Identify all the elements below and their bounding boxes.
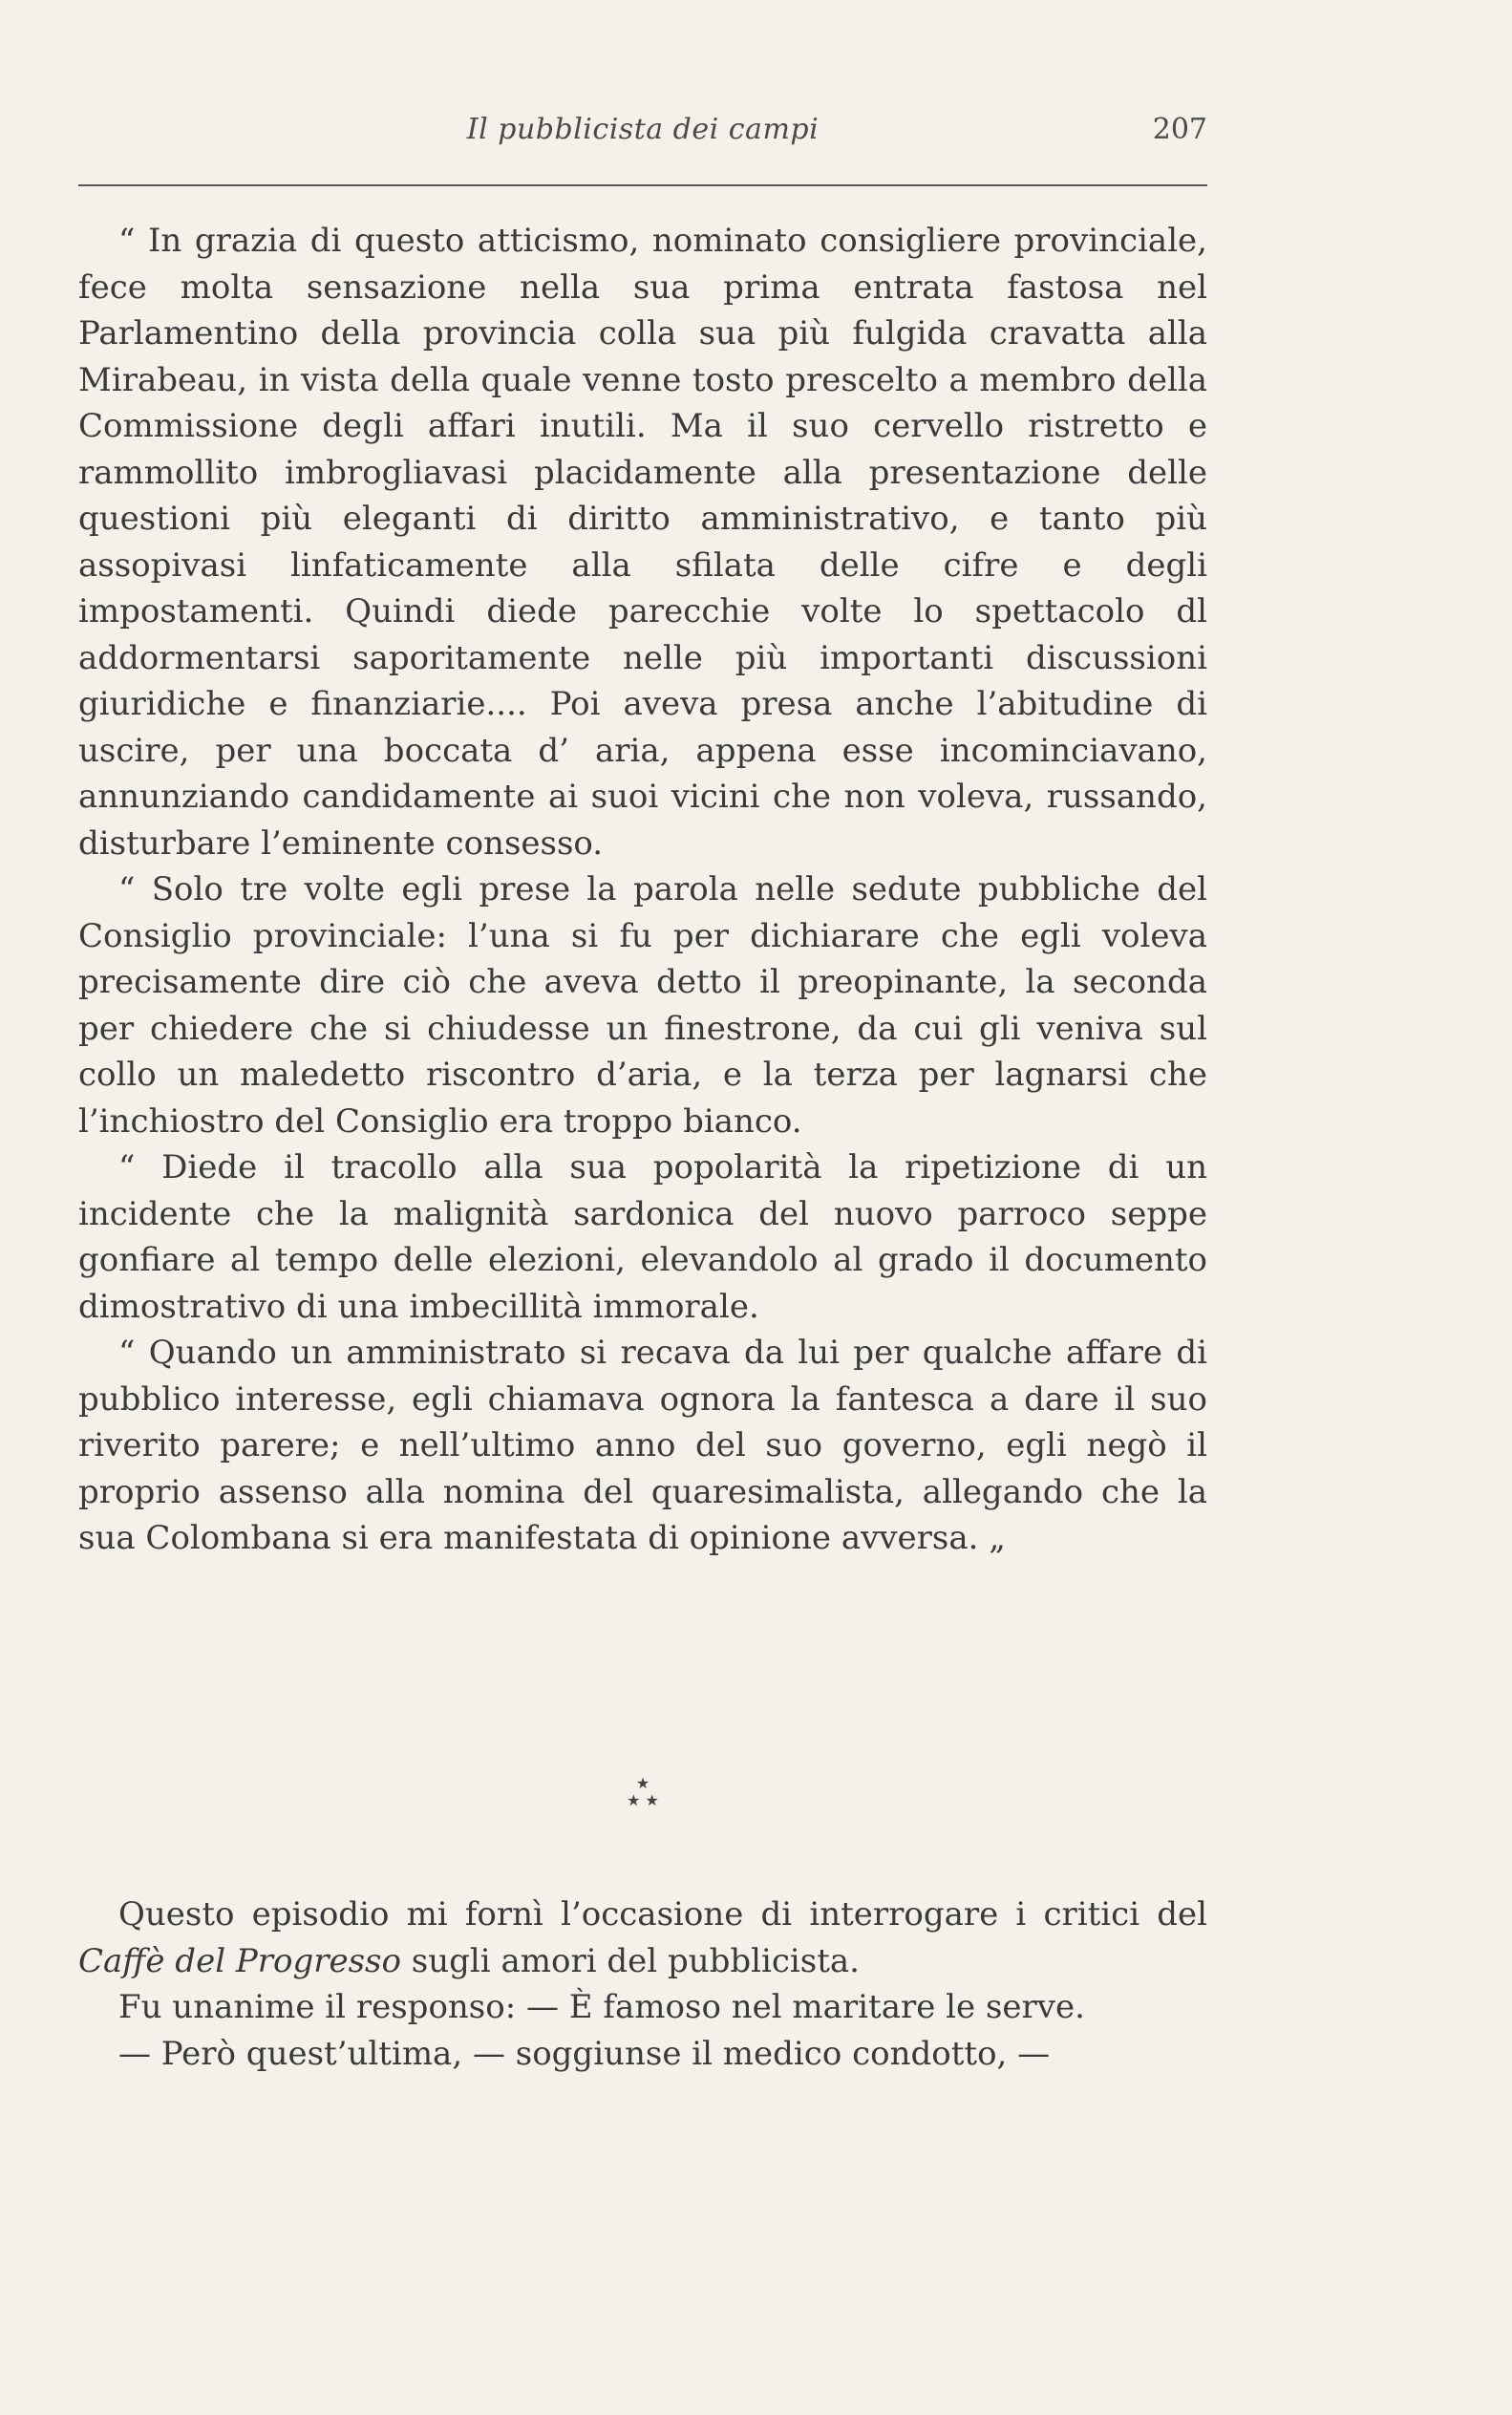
closing-p1-after: sugli amori del pubblicista. (400, 1941, 860, 1980)
running-head (78, 113, 1207, 159)
paragraph-3: “ Diede il tracollo alla sua popolarità la ripetizione di un incidente che la malignità sardonica del nuovo parroco seppe gonfiare al tempo delle elezioni, elevandolo al grado il documento dimostrativo di una imbecillità immorale. (78, 1148, 1207, 1326)
section-ornament (78, 1775, 1207, 1823)
header-rule (78, 184, 1207, 186)
body-text (78, 218, 1207, 1562)
closing-paragraph-3: — Però quest’ultima, — soggiunse il medico condotto, — (118, 2034, 1051, 2073)
paragraph-1: “ In grazia di questo atticismo, nominato consigliere provinciale, fece molta sensazione nella sua prima entrata fastosa nel Parlamentino della provincia colla sua più fulgida cravatta alla Mirabeau, in vista della quale venne tosto prescelto a membro della Commissione degli affari inutili. Ma il suo cervello ristretto e rammollito imbrogliavasi placidamente alla presentazione delle questioni più eleganti di diritto amministrativo, e tanto più assopivasi linfaticamente alla sfilata delle cifre e degli impostamenti. Quindi diede parecchie volte lo spettacolo dl addormentarsi saporitamente nelle più importanti discussioni giuridiche e finanziarie.... Poi aveva presa anche l’abitudine di uscire, per una boccata d’ aria, appena esse incominciavano, annunziando candidamente ai suoi vicini che non voleva, russando, disturbare l’eminente consesso. (78, 222, 1207, 863)
page-number: 207 (1152, 113, 1207, 146)
book-page (78, 0, 1207, 2415)
closing-text (78, 1891, 1207, 2077)
running-title: Il pubblicista dei campi (466, 113, 820, 146)
cafe-name: Caffè del Progresso (78, 1941, 401, 1980)
paragraph-4: “ Quando un amministrato si recava da lui per qualche affare di pubblico interesse, egli chiamava ognora la fantesca a dare il suo riverito parere; e nell’ultimo anno del suo governo, egli negò il proprio assenso alla nomina del quaresimalista, allegando che la sua Colombana si era manifestata di opinione avversa. „ (78, 1334, 1207, 1557)
paragraph-2: “ Solo tre volte egli prese la parola nelle sedute pubbliche del Consiglio provinciale: l’una si fu per dichiarare che egli voleva precisamente dire ciò che aveva detto il preopinante, la seconda per chiedere che si chiudesse un finestrone, da cui gli veniva sul collo un maledetto riscontro d’aria, e la terza per lagnarsi che l’inchiostro del Consiglio era troppo bianco. (78, 870, 1207, 1141)
ornament-top-star: ★ (635, 1774, 650, 1792)
closing-paragraph-1 (78, 1891, 1207, 1984)
closing-paragraph-2: Fu unanime il responso: — È famoso nel maritare le serve. (118, 1988, 1085, 2026)
closing-p1-before: Questo episodio mi fornì l’occasione di interrogare i critici del (118, 1895, 1207, 1934)
ornament-bottom-stars: ★ ★ (627, 1791, 659, 1809)
